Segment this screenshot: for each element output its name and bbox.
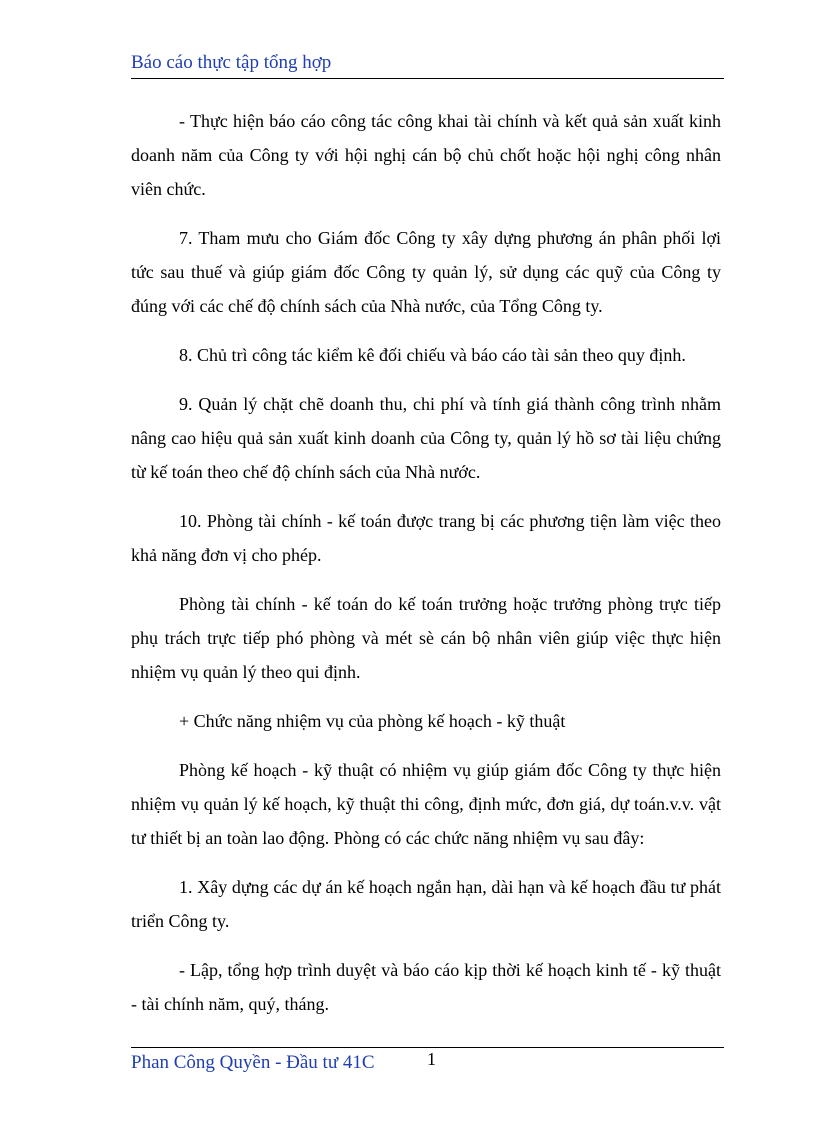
paragraph: 7. Tham mưu cho Giám đốc Công ty xây dựng phương án phân phối lợi tức sau thuế và giúp giám đốc Công ty quản lý, sử dụng các quỹ của Công ty đúng với các chế độ chính sách của Nhà nước, của Tổng Công ty.	[131, 228, 721, 316]
paragraph: Phòng tài chính - kế toán do kế toán trưởng hoặc trưởng phòng trực tiếp phụ trách trực tiếp phó phòng và mét sè cán bộ nhân viên giúp việc thực hiện nhiệm vụ quản lý theo qui định.	[131, 594, 721, 682]
paragraph: 8. Chủ trì công tác kiểm kê đối chiếu và báo cáo tài sản theo quy định.	[179, 345, 686, 365]
page-header	[131, 52, 724, 79]
section-heading: + Chức năng nhiệm vụ của phòng kế hoạch - kỹ thuật	[179, 711, 566, 731]
footer-author: Phan Công Quyền - Đầu tư 41C	[131, 1052, 375, 1073]
paragraph: 9. Quản lý chặt chẽ doanh thu, chi phí và tính giá thành công trình nhằm nâng cao hiệu quả sản xuất kinh doanh của Công ty, quản lý hồ sơ tài liệu chứng từ kế toán theo chế độ chính sách của Nhà nước.	[131, 394, 721, 482]
paragraph: Phòng kế hoạch - kỹ thuật có nhiệm vụ giúp giám đốc Công ty thực hiện nhiệm vụ quản lý kế hoạch, kỹ thuật thi công, định mức, đơn giá, dự toán.v.v. vật tư thiết bị an toàn lao động. Phòng có các chức năng nhiệm vụ sau đây:	[131, 760, 721, 848]
paragraph: - Lập, tổng hợp trình duyệt và báo cáo kịp thời kế hoạch kinh tế - kỹ thuật - tài chính năm, quý, tháng.	[131, 960, 721, 1014]
page-footer	[131, 1047, 724, 1078]
paragraph: 1. Xây dựng các dự án kế hoạch ngắn hạn, dài hạn và kế hoạch đầu tư phát triển Công ty.	[131, 877, 721, 931]
paragraph: - Thực hiện báo cáo công tác công khai tài chính và kết quả sản xuất kinh doanh năm của Công ty với hội nghị cán bộ chủ chốt hoặc hội nghị công nhân viên chức.	[131, 111, 721, 199]
document-body	[131, 104, 721, 1036]
header-title: Báo cáo thực tập tổng hợp	[131, 52, 332, 73]
paragraph: 10. Phòng tài chính - kế toán được trang bị các phương tiện làm việc theo khả năng đơn vị cho phép.	[131, 511, 721, 565]
page-number: 1	[427, 1049, 436, 1069]
